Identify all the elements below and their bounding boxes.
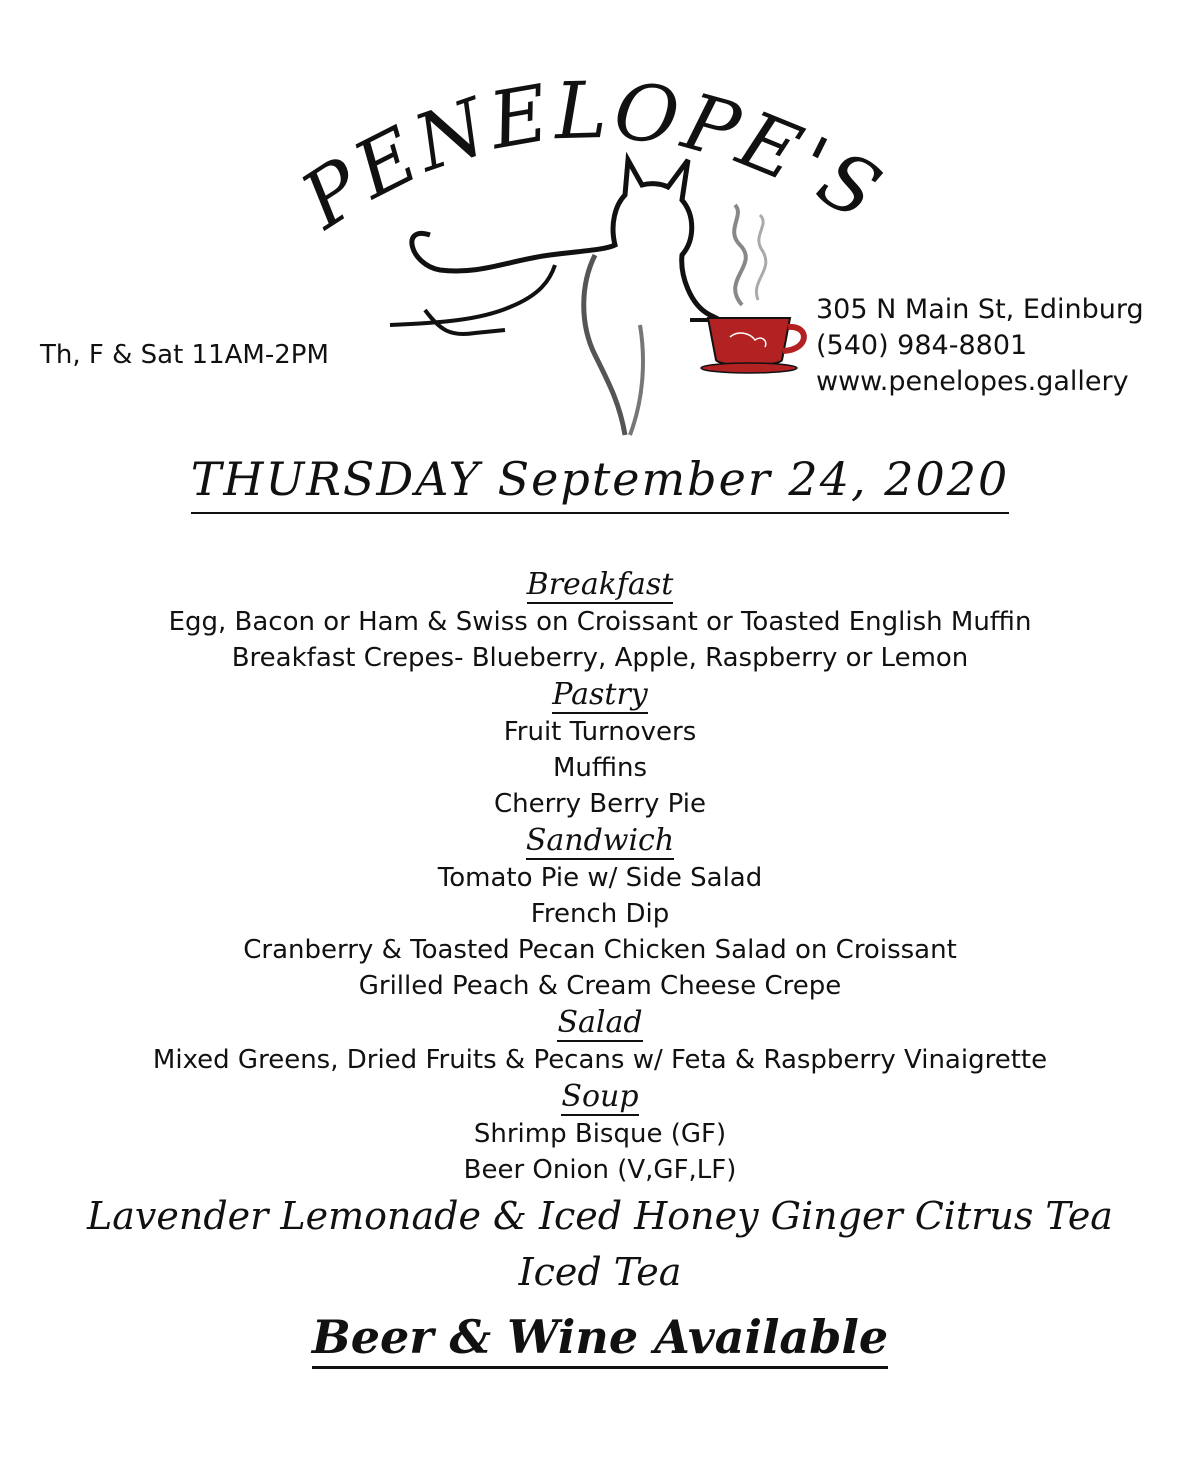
menu xyxy=(0,566,1200,1369)
section-breakfast xyxy=(0,566,1200,676)
svg-text:PENELOPE'S xyxy=(285,75,898,248)
contact-info xyxy=(816,292,1144,400)
section-title: Breakfast xyxy=(526,567,674,602)
menu-item: Beer Onion (V,GF,LF) xyxy=(463,1155,737,1185)
date-title: THURSDAY September 24, 2020 xyxy=(191,452,1010,514)
menu-item: Mixed Greens, Dried Fruits & Pecans w/ Feta & Raspberry Vinaigrette xyxy=(152,1045,1048,1075)
section-soup xyxy=(0,1078,1200,1188)
menu-item: Muffins xyxy=(552,753,648,783)
section-title: Soup xyxy=(561,1079,639,1114)
beer-wine-notice: Beer & Wine Available xyxy=(312,1308,888,1369)
logo-name: PENELOPE'S xyxy=(286,75,898,247)
drink-item: Iced Tea xyxy=(518,1250,682,1294)
menu-item: Cherry Berry Pie xyxy=(494,789,706,819)
section-title: Pastry xyxy=(552,677,648,712)
section-title: Sandwich xyxy=(525,823,675,858)
address: 305 N Main St, Edinburg xyxy=(816,294,1144,325)
date-heading xyxy=(0,452,1200,514)
menu-item: Shrimp Bisque (GF) xyxy=(473,1119,727,1149)
drink-item: Lavender Lemonade & Iced Honey Ginger Citrus Tea xyxy=(87,1194,1113,1238)
menu-item: French Dip xyxy=(530,899,670,929)
website: www.penelopes.gallery xyxy=(816,366,1129,397)
menu-item: Tomato Pie w/ Side Salad xyxy=(437,863,763,893)
footer-banner xyxy=(0,1308,1200,1369)
section-pastry xyxy=(0,676,1200,822)
section-title: Salad xyxy=(557,1005,643,1040)
menu-item: Fruit Turnovers xyxy=(503,717,697,747)
business-hours: Th, F & Sat 11AM-2PM xyxy=(40,340,329,370)
section-salad xyxy=(0,1004,1200,1078)
drinks xyxy=(0,1188,1200,1300)
menu-item: Egg, Bacon or Ham & Swiss on Croissant or Toasted English Muffin xyxy=(168,607,1032,637)
menu-item: Breakfast Crepes- Blueberry, Apple, Raspberry or Lemon xyxy=(231,643,969,673)
menu-item: Grilled Peach & Cream Cheese Crepe xyxy=(358,971,842,1001)
phone: (540) 984-8801 xyxy=(816,330,1028,361)
menu-item: Cranberry & Toasted Pecan Chicken Salad on Croissant xyxy=(243,935,957,965)
section-sandwich xyxy=(0,822,1200,1004)
